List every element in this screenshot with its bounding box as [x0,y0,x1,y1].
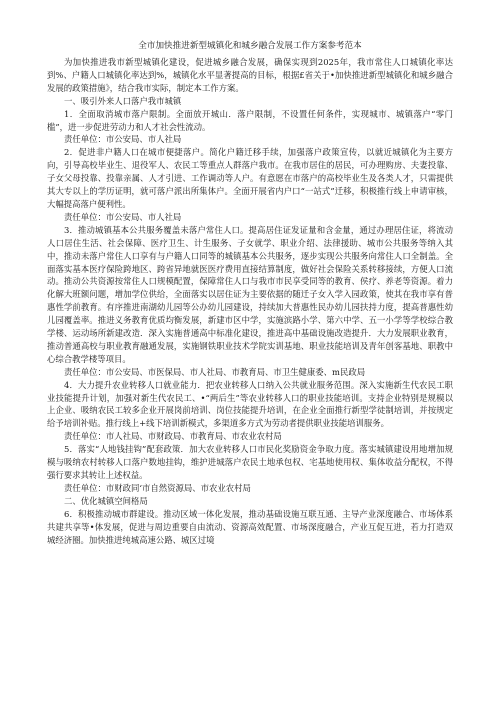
document-body [47,56,453,546]
body-paragraph: 4．大力提升农业转移人口就业能力．把农业转移人口纳入公共就业服务范围。深入实施新生代农民工职业技能提升计划，加强对新生代农民工、•“两后生”等农业转移人口的职业技能培训。支持企业特别是规模以上企业、吸纳农民工较多企业开展岗前培训、岗位技能提升培训，在企业全面推行新型学徒制培训，并按规定给予培训补贴。推行线上+线下培训新模式，多渠道多方式为劳动者提供职业技能培训服务。 [47,379,453,429]
body-paragraph: 2．促进非户籍人口在城市便捷落户。简化户籍迁移手续，加强落户政策宣传，以就近城镇化为主要方向，引导高校毕业生、退役军人、农民工等重点人群落户我市。在我市居住的居民，可办理购房、夫妻投靠、子女父母投靠、投靠亲属、人才引进、工作调动等人户。有意愿在市落户的高校毕业生及各类人才，只需提供其大专以上的学历证明，就可落户派出所集体户。全面开展省内户口“一站式”迁移，积极推行线上申请审核，大幅提高落户便利性。 [47,147,453,209]
responsible-units: 责任单位：市公安局、市医保局、市人社局、市教育局、市卫生健康委、m民政局 [64,366,366,377]
section-heading: 一、吸引外来人口落户我市城镇 [64,95,182,106]
responsible-units: 责任单位：市人社局、市财政局、市教育局、市农业农村局 [64,431,282,442]
body-paragraph: 6．积极推动城市群建设。推动区域一体化发展，推动基础设施互联互通、主导产业深度融合、市场体系共建共享等•体发展，促进与周边重要自由流动、资源高效配置、市场深度融合，产业互促互进，若力打造双城经济圈。加快推进纯城高速公路、城区过境 [47,508,453,545]
document-title: 全市加快推进新型城镇化和城乡融合发展工作方案参考范本 [138,41,362,51]
body-paragraph: 1．全面取消城市落户限制。全面放开城山．落户限制，不设置任何条件，实现城市、城镇落户“零门槛”，进一步促进劳动力和人才社会性流动。 [47,108,453,132]
body-paragraph: 5．落实“人地钱挂钩”配套政策．加大农业转移人口市民化奖励资金争取力度。落实城镇建设用地增加规模与吸纳农村转移人口落户数地挂钩，维护进城落户农民土地承包权、宅基地使用权、集体收益分配权，不得强行要求其转让上述权益。 [47,444,453,480]
responsible-units: 责任单位：市公安局、市人社局 [64,211,182,222]
responsible-units: 责任单位：市财政同‘市自然资源局、市农业农村局 [64,482,251,493]
body-paragraph: 3．推动城镇基本公共服务覆盖未落户常住人口。提高居住证发证量和含金量，通过办理居住证，将流动人口居住生活、社会保障、医疗卫生、计生服务、子女就学、职业介绍、法律援助、城市公共服务等纳入其中，推动未落户常住人口享有与户籍人口同等的城镇基本公共服务，逐步实现公共服务向常住人口全制盖。全面落实基本医疗保险跨地区、跨省异地就医医疗费用直接结算制度，做好社会保险关系转移接续，方便人口流动。推动公共资源按常住人口规模配置，保障常住人口与我市市民享受同等的教育、侯疗、养老等资源。着力化解大班额问题，增加学位供给，全面落实以居住证为主要依据的随迁子女入学入园政策，使其在我市享有普惠性学前教育。有序推进南湖幼儿园等公办幼儿园建设，持续加大普惠性民办幼儿园扶持力度，提高普惠性幼儿园覆盖率。推进义务教育优质均衡发展，新建市区中学，实施滨路小学、第六中学、五一小学等学校综合教学楼、运动场所新建改造．深入实施普通高中标准化建设，推进高中基础设施改造提升．大力发展职业教育，推动普通高校与职业教育融通发展，实施钢铁职业技术学院实训基地、职业技能培训及青年创客基地、职教中心综合教学楼等项目。 [47,224,453,364]
section-heading: 二、优化城镇空间格局 [64,495,148,506]
responsible-units: 责任单位：市公安局、市人社局 [64,134,182,145]
body-paragraph: 为加快推进我市新型城镇化建设，促进城乡融合发展，确保实现到2025年，我市常住人口城镇化率达到%、户籍人口城镇化率达到%，城镇化水平显著提高的目标，根据£省关于•加快推进新型城镇化和城乡融合发展的政策措施》，结合我市实际，制定本工作方案。 [47,57,453,93]
